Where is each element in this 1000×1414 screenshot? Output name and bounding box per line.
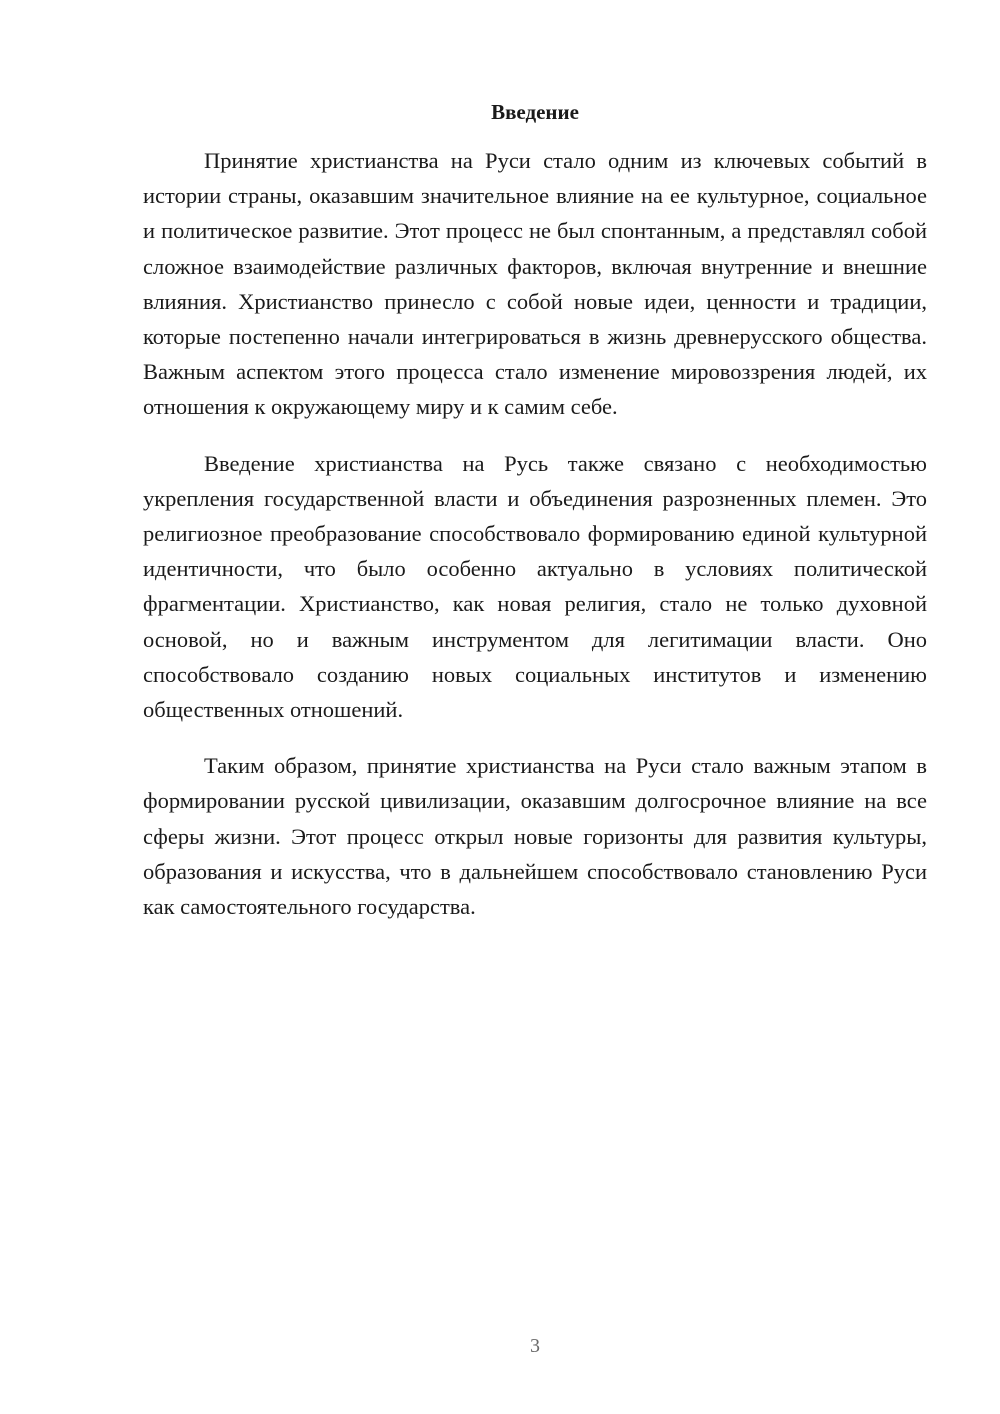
body-text — [143, 143, 927, 945]
page-number: 3 — [530, 1335, 540, 1357]
page-title: Введение — [491, 100, 579, 124]
paragraph-1: Принятие христианства на Руси стало одним из ключевых событий в истории страны, оказавшим значительное влияние на ее культурное, социальное и политическое развитие. Этот процесс не был спонтанным, а представлял собой сложное взаимодействие различных факторов, включая внутренние и внешние влияния. Христианство принесло с собой новые идеи, ценности и традиции, которые постепенно начали интегрироваться в жизнь древнерусского общества. Важным аспектом этого процесса стало изменение мировоззрения людей, их отношения к окружающему миру и к самим себе. — [143, 148, 927, 420]
paragraph-2: Введение христианства на Русь также связано с необходимостью укрепления государственной власти и объединения разрозненных племен. Это религиозное преобразование способствовало формированию единой культурной идентичности, что было особенно актуально в условиях политической фрагментации. Христианство, как новая религия, стало не только духовной основой, но и важным инструментом для легитимации власти. Оно способствовало созданию новых социальных институтов и изменению общественных отношений. — [143, 450, 927, 723]
paragraph-3: Таким образом, принятие христианства на Руси стало важным этапом в формировании русской цивилизации, оказавшим долгосрочное влияние на все сферы жизни. Этот процесс открыл новые горизонты для развития культуры, образования и искусства, что в дальнейшем способствовало становлению Руси как самостоятельного государства. — [143, 753, 927, 920]
